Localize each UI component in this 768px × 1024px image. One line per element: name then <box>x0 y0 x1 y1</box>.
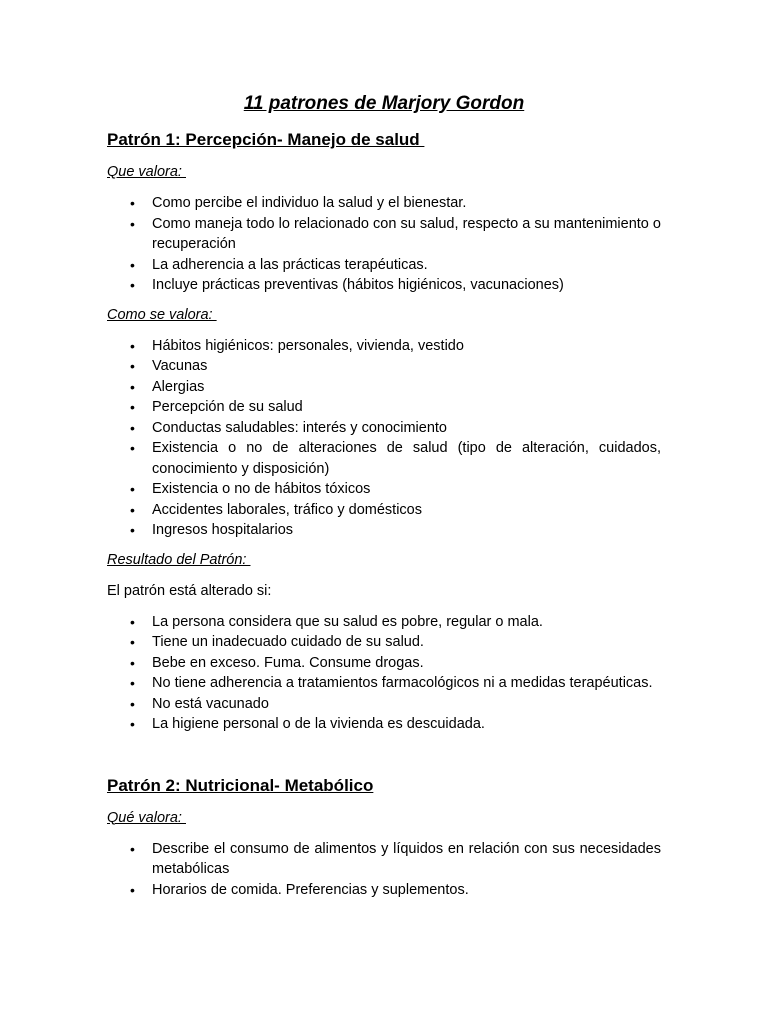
list-item-text: Como maneja todo lo relacionado con su salud, respecto a su mantenimiento o recuperación <box>152 215 661 252</box>
list-item <box>107 632 661 653</box>
pattern2-que-valora-list <box>107 839 661 901</box>
list-item-text: Accidentes laborales, tráfico y domésticos <box>152 501 422 518</box>
list-item-text: Bebe en exceso. Fuma. Consume drogas. <box>152 654 424 671</box>
list-item <box>107 377 661 398</box>
bullet-icon: • <box>130 716 135 732</box>
bullet-icon: • <box>130 481 135 497</box>
list-item-text: Conductas saludables: interés y conocimiento <box>152 419 447 436</box>
list-item-text: Existencia o no de alteraciones de salud (tipo de alteración, cuidados, conocimiento y disposición) <box>152 440 661 477</box>
pattern2-que-valora-label: Qué valora: <box>107 809 186 826</box>
list-item <box>107 839 661 880</box>
bullet-icon: • <box>130 358 135 374</box>
pattern1-que-valora-label: Que valora: <box>107 164 186 180</box>
bullet-icon: • <box>130 440 135 456</box>
list-item-text: La persona considera que su salud es pobre, regular o mala. <box>152 613 543 630</box>
pattern1-como-se-valora-list <box>107 336 661 541</box>
bullet-icon: • <box>130 613 135 630</box>
list-item <box>107 336 661 357</box>
list-item <box>107 275 661 296</box>
list-item <box>107 479 661 500</box>
pattern1-resultado-label: Resultado del Patrón: <box>107 551 251 568</box>
list-item-text: Alergias <box>152 378 205 395</box>
bullet-icon: • <box>130 215 135 232</box>
list-item-text: No tiene adherencia a tratamientos farmacológicos ni a medidas terapéuticas. <box>152 675 653 691</box>
list-item-text: Incluye prácticas preventivas (hábitos higiénicos, vacunaciones) <box>152 277 564 293</box>
list-item <box>107 356 661 377</box>
pattern2-heading: Patrón 2: Nutricional- Metabólico <box>107 775 374 795</box>
list-item <box>107 438 661 479</box>
bullet-icon: • <box>130 675 135 691</box>
bullet-icon: • <box>130 195 135 211</box>
bullet-icon: • <box>130 256 135 273</box>
pattern1-como-se-valora-label: Como se valora: <box>107 306 217 323</box>
document-body <box>107 92 661 900</box>
bullet-icon: • <box>130 881 135 898</box>
list-item <box>107 397 661 418</box>
pattern1-que-valora-list <box>107 193 661 296</box>
list-item-text: Tiene un inadecuado cuidado de su salud. <box>152 634 424 650</box>
document-title: 11 patrones de Marjory Gordon <box>243 93 525 114</box>
list-item <box>107 500 661 521</box>
list-item <box>107 193 661 214</box>
list-item-text: Existencia o no de hábitos tóxicos <box>152 481 371 497</box>
pattern1-resultado-list <box>107 612 661 735</box>
list-item <box>107 673 661 694</box>
list-item <box>107 714 661 735</box>
list-item-text: Percepción de su salud <box>152 399 303 415</box>
list-item <box>107 653 661 674</box>
bullet-icon: • <box>130 378 135 395</box>
list-item-text: Ingresos hospitalarios <box>152 522 294 538</box>
bullet-icon: • <box>130 419 135 436</box>
list-item-text: Como percibe el individuo la salud y el bienestar. <box>152 195 467 211</box>
bullet-icon: • <box>130 695 135 712</box>
bullet-icon: • <box>130 277 135 293</box>
list-item <box>107 418 661 439</box>
list-item <box>107 255 661 276</box>
bullet-icon: • <box>130 337 135 354</box>
list-item <box>107 520 661 541</box>
pattern1-heading: Patrón 1: Percepción- Manejo de salud <box>107 130 425 149</box>
bullet-icon: • <box>130 654 135 671</box>
list-item <box>107 880 661 901</box>
list-item <box>107 214 661 255</box>
list-item <box>107 694 661 715</box>
bullet-icon: • <box>130 522 135 538</box>
bullet-icon: • <box>130 399 135 415</box>
list-item-text: Horarios de comida. Preferencias y suplementos. <box>152 881 469 898</box>
bullet-icon: • <box>130 840 135 857</box>
list-item-text: Hábitos higiénicos: personales, vivienda, vestido <box>152 337 464 354</box>
bullet-icon: • <box>130 501 135 518</box>
list-item-text: La adherencia a las prácticas terapéuticas. <box>152 256 428 273</box>
list-item-text: No está vacunado <box>152 695 269 712</box>
list-item <box>107 612 661 633</box>
list-item-text: Vacunas <box>152 358 208 374</box>
pattern1-resultado-intro: El patrón está alterado si: <box>107 582 272 599</box>
list-item-text: Describe el consumo de alimentos y líquidos en relación con sus necesidades metabólicas <box>152 840 661 877</box>
list-item-text: La higiene personal o de la vivienda es descuidada. <box>152 716 485 732</box>
bullet-icon: • <box>130 634 135 650</box>
